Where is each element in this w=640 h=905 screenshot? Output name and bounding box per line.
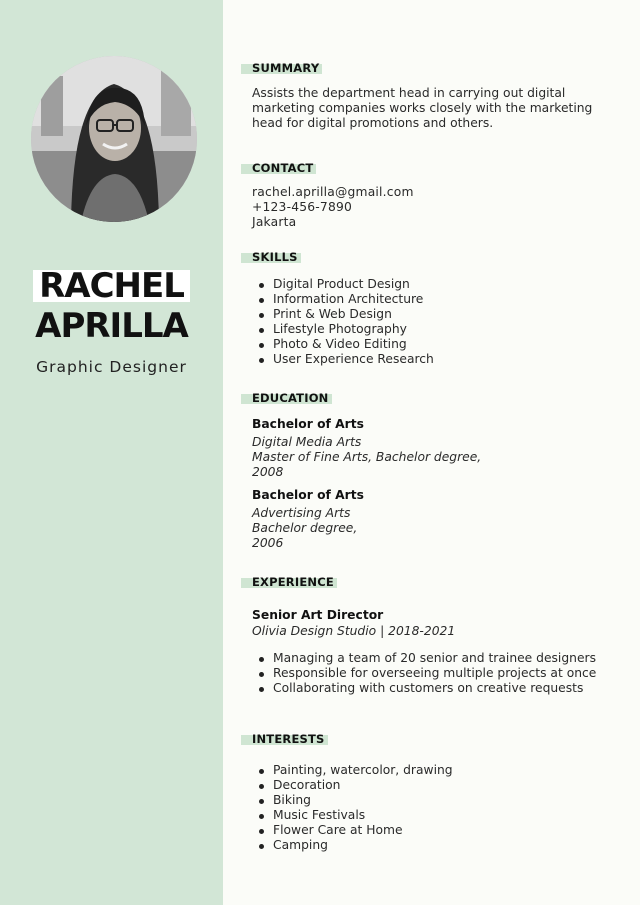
- interest-item: Painting, watercolor, drawing: [252, 763, 627, 778]
- contact-email: rachel.aprilla@gmail.com: [252, 185, 414, 199]
- interest-item: Music Festivals: [252, 808, 627, 823]
- education-degree: Bachelor of Arts: [252, 417, 364, 431]
- skills-heading: SKILLS: [252, 250, 298, 264]
- name-block: [0, 266, 223, 346]
- skills-section: [252, 246, 627, 367]
- skill-item: User Experience Research: [252, 352, 627, 367]
- experience-company: Olivia Design Studio | 2018-2021: [252, 624, 456, 638]
- education-year: 2008: [252, 465, 284, 479]
- skills-list: [252, 277, 627, 367]
- experience-item: Collaborating with customers on creative requests: [252, 681, 627, 696]
- contact-section: [252, 157, 627, 230]
- sidebar: [0, 0, 223, 905]
- summary-section: [252, 57, 627, 131]
- interests-heading: INTERESTS: [252, 732, 325, 746]
- job-title: Graphic Designer: [36, 358, 187, 376]
- first-name: RACHEL: [39, 266, 184, 306]
- interest-item: Flower Care at Home: [252, 823, 627, 838]
- summary-heading: SUMMARY: [252, 61, 320, 75]
- experience-title: Senior Art Director: [252, 608, 384, 622]
- education-entry: [252, 488, 627, 551]
- summary-line: Assists the department head in carrying out digital: [252, 86, 566, 100]
- skill-item: Information Architecture: [252, 292, 627, 307]
- profile-photo-image: [31, 56, 197, 222]
- main-content: [223, 0, 640, 905]
- education-heading: EDUCATION: [252, 391, 329, 405]
- experience-list: [252, 651, 627, 696]
- experience-item: Managing a team of 20 senior and trainee designers: [252, 651, 627, 666]
- interests-list: [252, 763, 627, 853]
- summary-line: marketing companies works closely with the marketing: [252, 101, 593, 115]
- interests-section: [252, 728, 627, 853]
- summary-line: head for digital promotions and others.: [252, 116, 494, 130]
- experience-section: [252, 571, 627, 696]
- experience-item: Responsible for overseeing multiple projects at once: [252, 666, 627, 681]
- contact-phone: +123-456-7890: [252, 200, 353, 214]
- education-detail: Master of Fine Arts, Bachelor degree,: [252, 450, 482, 464]
- education-entry: [252, 417, 627, 480]
- summary-text: [252, 86, 627, 131]
- education-degree: Bachelor of Arts: [252, 488, 364, 502]
- contact-city: Jakarta: [252, 215, 297, 229]
- contact-heading: CONTACT: [252, 161, 314, 175]
- experience-heading: EXPERIENCE: [252, 575, 334, 589]
- interest-item: Biking: [252, 793, 627, 808]
- skill-item: Photo & Video Editing: [252, 337, 627, 352]
- education-detail: Bachelor degree,: [252, 521, 358, 535]
- interest-item: Camping: [252, 838, 627, 853]
- skill-item: Lifestyle Photography: [252, 322, 627, 337]
- education-section: [252, 387, 627, 551]
- education-field: Advertising Arts: [252, 506, 351, 520]
- interest-item: Decoration: [252, 778, 627, 793]
- skill-item: Digital Product Design: [252, 277, 627, 292]
- skill-item: Print & Web Design: [252, 307, 627, 322]
- experience-entry: [252, 608, 627, 639]
- education-field: Digital Media Arts: [252, 435, 362, 449]
- profile-photo: [31, 56, 197, 222]
- education-year: 2006: [252, 536, 284, 550]
- contact-details: [252, 185, 627, 230]
- last-name: APRILLA: [35, 306, 188, 346]
